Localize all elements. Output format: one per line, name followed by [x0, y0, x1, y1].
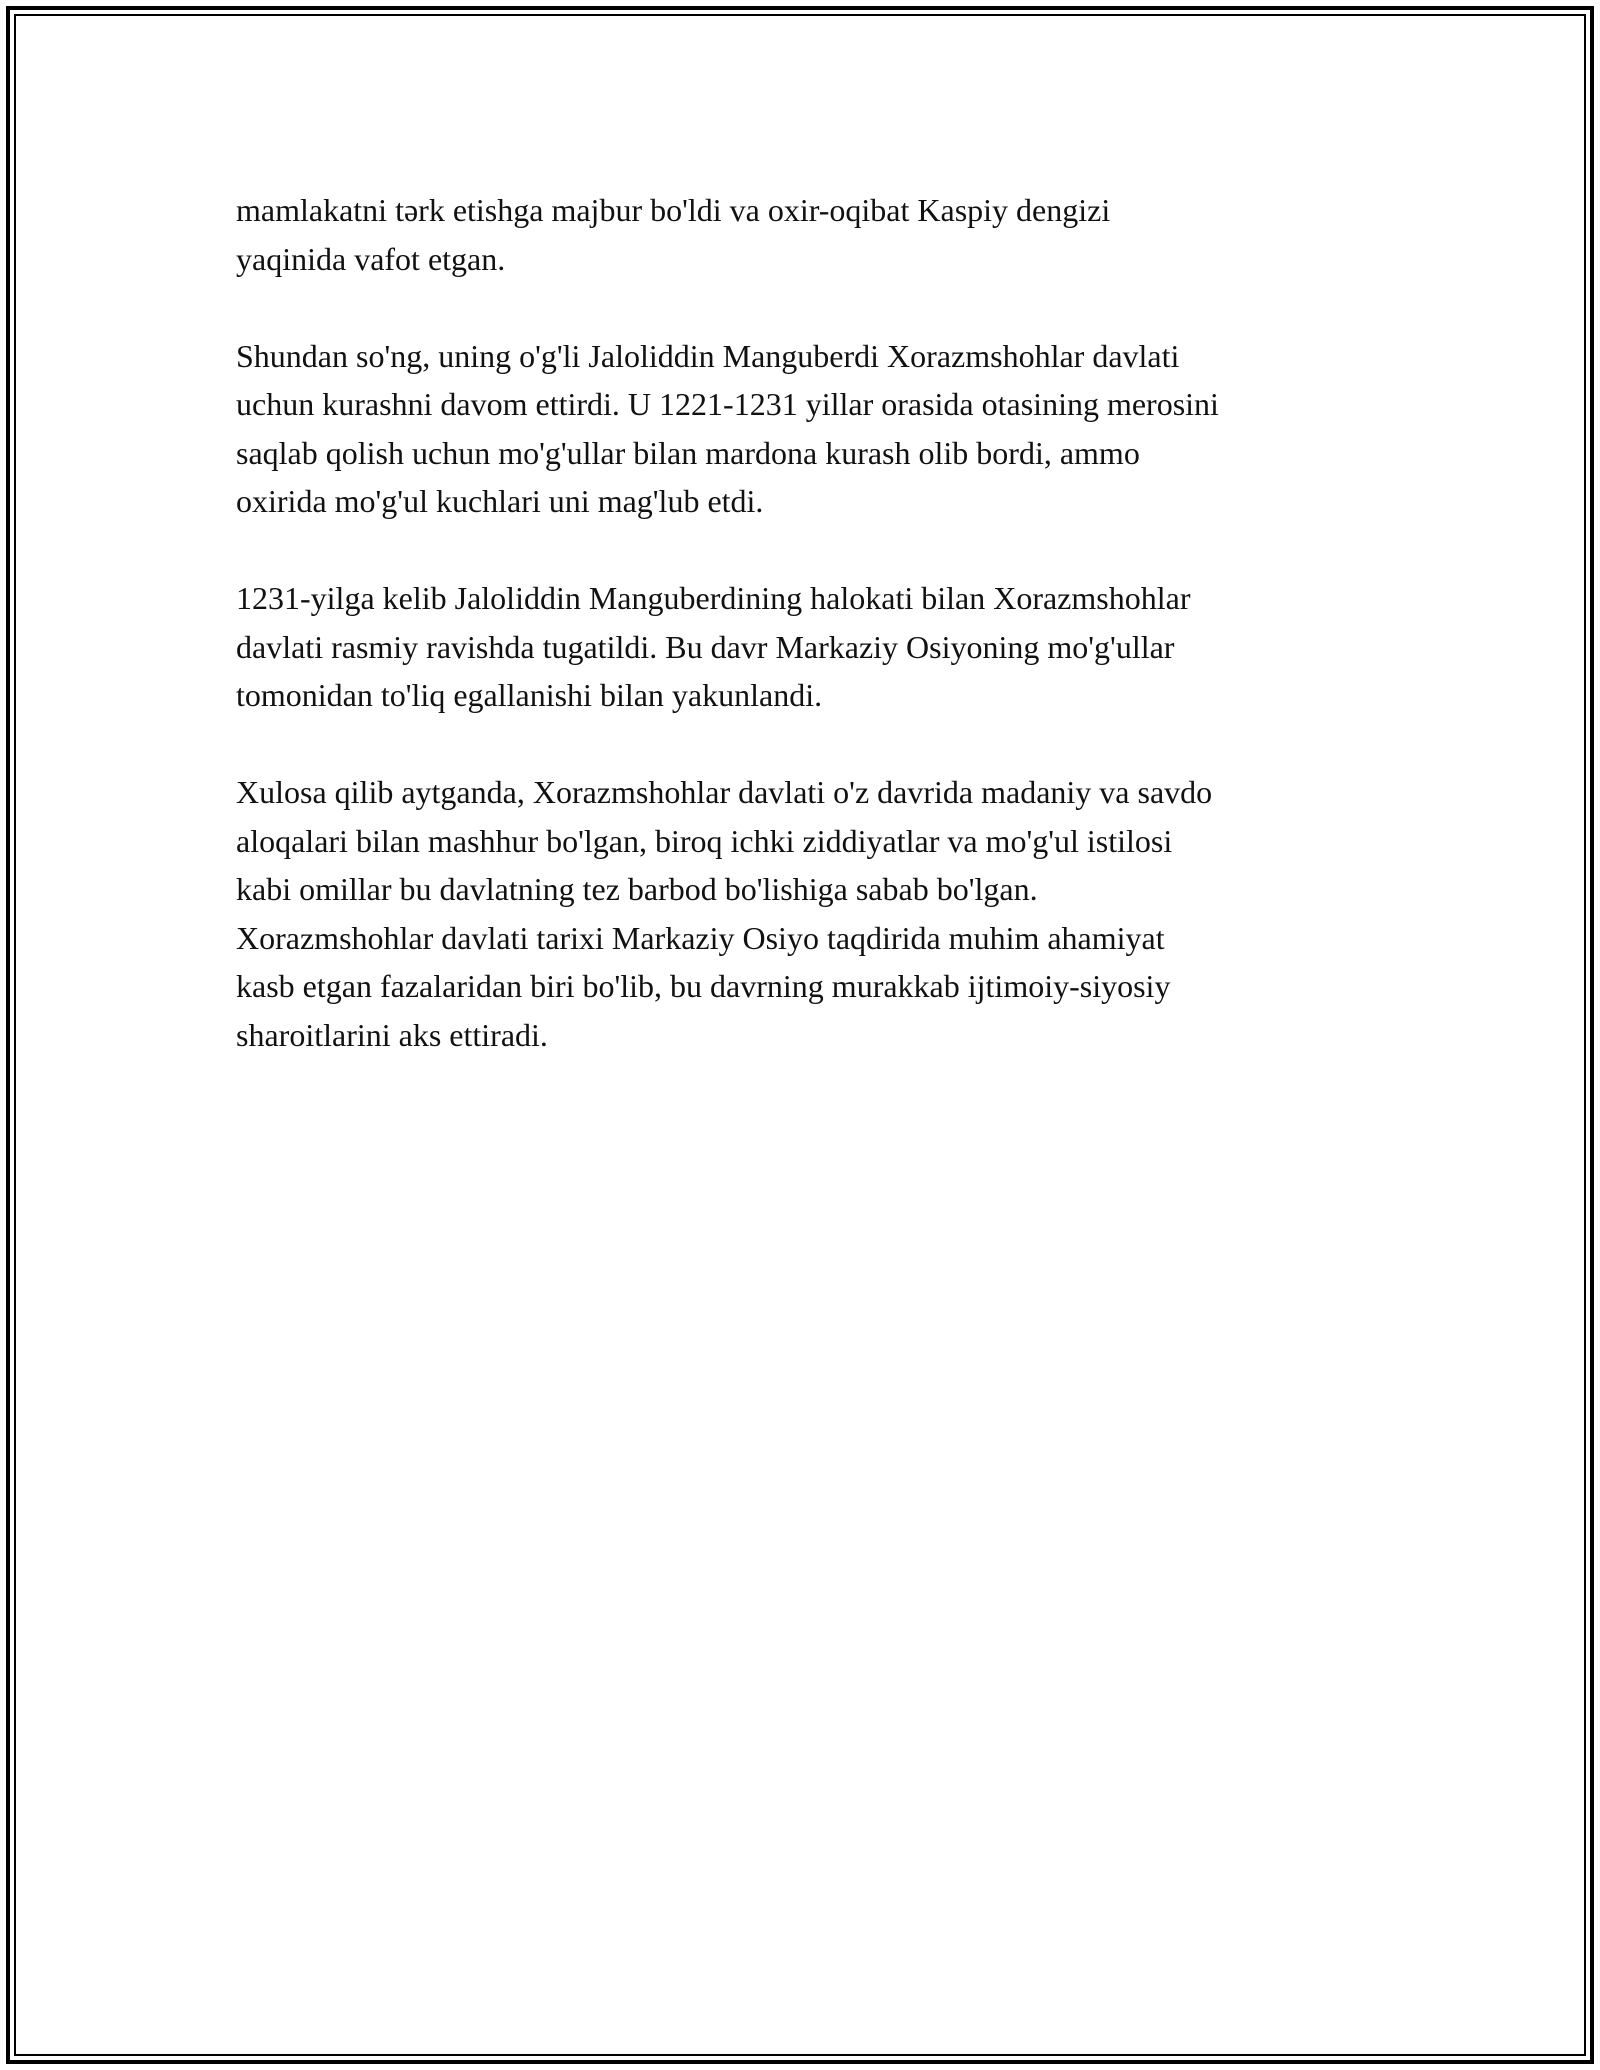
paragraph-2: Shundan so'ng, uning o'g'li Jaloliddin Manguberdi Xorazmshohlar davlati uchun kurashni davom ettirdi. U 1221-1231 yillar orasida otasining merosini saqlab qolish uchun mo'g'ullar bilan mardona kurash olib bordi, ammo oxirida mo'g'ul kuchlari uni mag'lub etdi. — [236, 337, 1219, 519]
paragraph-4: Xulosa qilib aytganda, Xorazmshohlar davlati o'z davrida madaniy va savdo aloqalari bilan mashhur bo'lgan, biroq ichki ziddiyatlar va mo'g'ul istilosi kabi omillar bu davlatning tez barbod bo'lishiga sabab bo'lgan. Xorazmshohlar davlati tarixi Markaziy Osiyo taqdirida muhim ahamiyat kasb etgan fazalaridan biri bo'lib, bu davrning murakkab ijtimoiy-siyosiy sharoitlarini aks ettiradi. — [236, 774, 1213, 1053]
paragraph-3: 1231-yilga kelib Jaloliddin Manguberdining halokati bilan Xorazmshohlar davlati rasmiy ravishda tugatildi. Bu davr Markaziy Osiyoning mo'g'ullar tomonidan to'liq egallanishi bilan yakunlandi. — [236, 580, 1191, 713]
paragraph-1: mamlakatni tərk etishga majbur bo'ldi va oxir-oqibat Kaspiy dengizi yaqinida vafot etgan. — [236, 192, 1111, 277]
document-body — [236, 186, 1386, 1108]
